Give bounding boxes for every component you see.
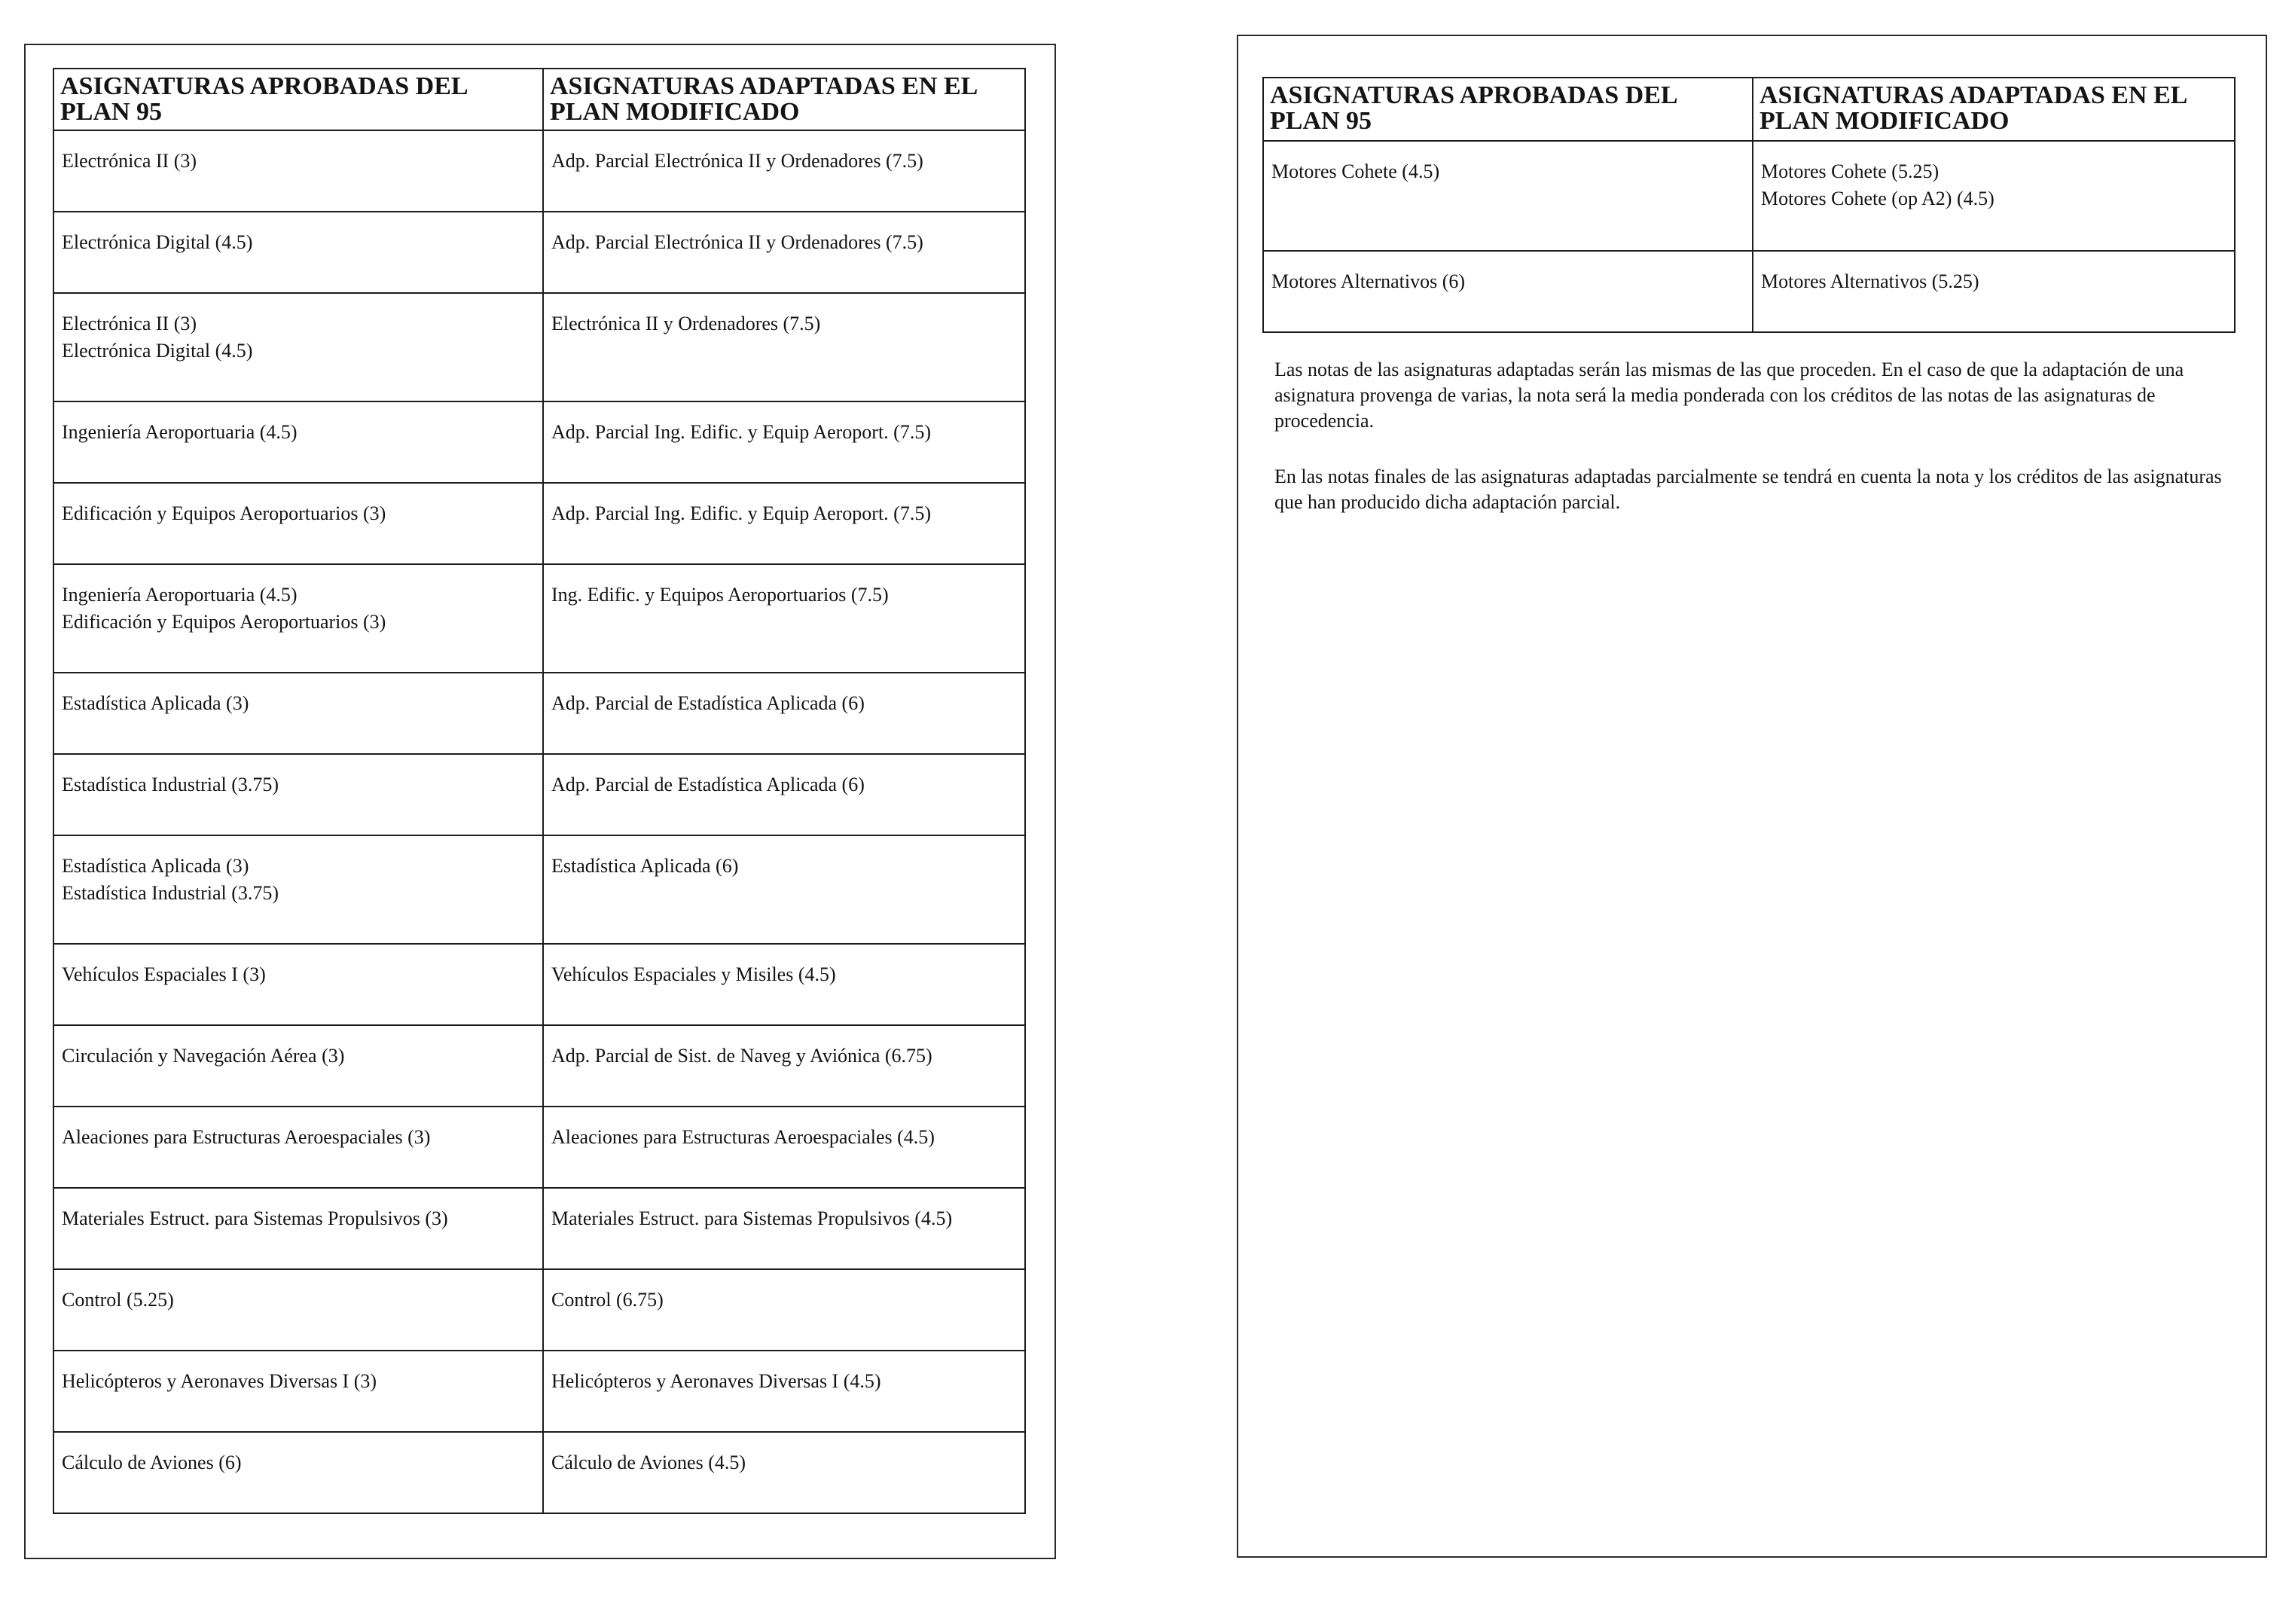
course-line: Helicópteros y Aeronaves Diversas I (3): [62, 1370, 377, 1392]
approved-cell: [53, 1107, 543, 1188]
table-row: [53, 673, 1025, 754]
course-line: Electrónica II (3): [62, 150, 197, 172]
course-line: Aleaciones para Estructuras Aeroespaciales (3): [62, 1126, 431, 1148]
table-row: [53, 564, 1025, 673]
course-line: Aleaciones para Estructuras Aeroespaciales (4.5): [551, 1126, 935, 1148]
adapted-cell: [543, 483, 1025, 564]
course-line: Motores Cohete (op A2) (4.5): [1761, 188, 1994, 209]
course-line: Helicópteros y Aeronaves Diversas I (4.5): [551, 1370, 881, 1392]
course-line: Motores Cohete (4.5): [1271, 160, 1440, 182]
adapted-cell: [543, 401, 1025, 483]
table-row: [53, 835, 1025, 944]
approved-cell: [53, 293, 543, 401]
approved-cell: [53, 212, 543, 293]
approved-cell: [53, 564, 543, 673]
approved-cell: [53, 483, 543, 564]
course-line: Edificación y Equipos Aeroportuarios (3): [62, 611, 386, 633]
adapted-cell: [543, 1269, 1025, 1351]
adapted-cell: [543, 944, 1025, 1025]
adapted-cell: [543, 293, 1025, 401]
adapted-cell: [543, 564, 1025, 673]
table-header-row: [1263, 78, 2235, 141]
course-line: Cálculo de Aviones (6): [62, 1452, 242, 1473]
course-line: Control (5.25): [62, 1289, 174, 1311]
notes: [1274, 357, 2246, 545]
adaptation-table-left: [53, 68, 1026, 1514]
approved-cell: [53, 835, 543, 944]
adapted-cell: [543, 1432, 1025, 1513]
table-row: [53, 1107, 1025, 1188]
approved-cell: [1263, 251, 1753, 332]
approved-cell: [53, 1269, 543, 1351]
table-header-row: [53, 69, 1025, 130]
course-line: Electrónica II (3): [62, 313, 197, 334]
course-line: Motores Cohete (5.25): [1761, 160, 1940, 182]
table-row: [53, 1351, 1025, 1432]
course-line: Cálculo de Aviones (4.5): [551, 1452, 746, 1473]
table-row: [53, 130, 1025, 212]
course-line: Ing. Edific. y Equipos Aeroportuarios (7.5): [551, 584, 889, 606]
header-approved: ASIGNATURAS APROBADAS DEL PLAN 95: [1263, 78, 1753, 141]
adapted-cell: [543, 1107, 1025, 1188]
table-row: [1263, 141, 2235, 251]
course-line: Estadística Aplicada (3): [62, 692, 249, 714]
course-line: Edificación y Equipos Aeroportuarios (3): [62, 502, 386, 524]
course-line: Ingeniería Aeroportuaria (4.5): [62, 584, 298, 606]
course-line: Adp. Parcial de Estadística Aplicada (6): [551, 692, 865, 714]
table-row: [53, 293, 1025, 401]
adapted-cell: [543, 212, 1025, 293]
header-adapted: ASIGNATURAS ADAPTADAS EN EL PLAN MODIFICADO: [1753, 78, 2235, 141]
table-row: [53, 1269, 1025, 1351]
course-line: Estadística Aplicada (3): [62, 855, 249, 877]
adaptation-table-right: [1262, 77, 2236, 333]
adapted-cell: [543, 673, 1025, 754]
course-line: Electrónica Digital (4.5): [62, 231, 253, 253]
table-row: [1263, 251, 2235, 332]
table-row: [53, 1025, 1025, 1107]
course-line: Vehículos Espaciales I (3): [62, 963, 266, 985]
course-line: Estadística Industrial (3.75): [62, 882, 279, 904]
table-row: [53, 944, 1025, 1025]
course-line: Electrónica Digital (4.5): [62, 340, 253, 362]
adapted-cell: [543, 1025, 1025, 1107]
adapted-cell: [543, 130, 1025, 212]
adapted-cell: [543, 835, 1025, 944]
adapted-cell: [543, 754, 1025, 835]
course-line: Adp. Parcial de Estadística Aplicada (6): [551, 774, 865, 795]
table-row: [53, 483, 1025, 564]
course-line: Motores Alternativos (5.25): [1761, 270, 1979, 292]
adapted-cell: [1753, 251, 2235, 332]
course-line: Adp. Parcial Ing. Edific. y Equip Aeroport. (7.5): [551, 502, 931, 524]
table-row: [53, 754, 1025, 835]
course-line: Adp. Parcial Electrónica II y Ordenadores (7.5): [551, 150, 923, 172]
table-row: [53, 1188, 1025, 1269]
course-line: Adp. Parcial de Sist. de Naveg y Aviónica (6.75): [551, 1045, 932, 1067]
course-line: Estadística Industrial (3.75): [62, 774, 279, 795]
approved-cell: [53, 1351, 543, 1432]
approved-cell: [53, 1432, 543, 1513]
approved-cell: [53, 401, 543, 483]
course-line: Ingeniería Aeroportuaria (4.5): [62, 421, 298, 443]
approved-cell: [53, 130, 543, 212]
course-line: Vehículos Espaciales y Misiles (4.5): [551, 963, 836, 985]
table-row: [53, 1432, 1025, 1513]
left-page: [24, 44, 1056, 1559]
table-row: [53, 212, 1025, 293]
header-approved: ASIGNATURAS APROBADAS DEL PLAN 95: [53, 69, 543, 130]
adapted-cell: [1753, 141, 2235, 251]
right-page: [1237, 35, 2267, 1558]
table-row: [53, 401, 1025, 483]
course-line: Estadística Aplicada (6): [551, 855, 739, 877]
approved-cell: [1263, 141, 1753, 251]
course-line: Motores Alternativos (6): [1271, 270, 1466, 292]
header-adapted: ASIGNATURAS ADAPTADAS EN EL PLAN MODIFICADO: [543, 69, 1025, 130]
note-paragraph: En las notas finales de las asignaturas adaptadas parcialmente se tendrá en cuenta la nota y los créditos de las asignaturas que han producido dicha adaptación parcial.: [1274, 466, 2222, 513]
approved-cell: [53, 673, 543, 754]
course-line: Materiales Estruct. para Sistemas Propulsivos (3): [62, 1207, 448, 1229]
approved-cell: [53, 1188, 543, 1269]
approved-cell: [53, 944, 543, 1025]
course-line: Electrónica II y Ordenadores (7.5): [551, 313, 821, 334]
course-line: Adp. Parcial Electrónica II y Ordenadores (7.5): [551, 231, 923, 253]
course-line: Circulación y Navegación Aérea (3): [62, 1045, 345, 1067]
approved-cell: [53, 754, 543, 835]
course-line: Control (6.75): [551, 1289, 664, 1311]
course-line: Adp. Parcial Ing. Edific. y Equip Aeroport. (7.5): [551, 421, 931, 443]
note-paragraph: Las notas de las asignaturas adaptadas serán las mismas de las que proceden. En el caso de que la adaptación de una asignatura provenga de varias, la nota será la media ponderada con los créditos de las notas de las asignaturas de procedencia.: [1274, 359, 2184, 432]
course-line: Materiales Estruct. para Sistemas Propulsivos (4.5): [551, 1207, 953, 1229]
adapted-cell: [543, 1351, 1025, 1432]
adapted-cell: [543, 1188, 1025, 1269]
approved-cell: [53, 1025, 543, 1107]
